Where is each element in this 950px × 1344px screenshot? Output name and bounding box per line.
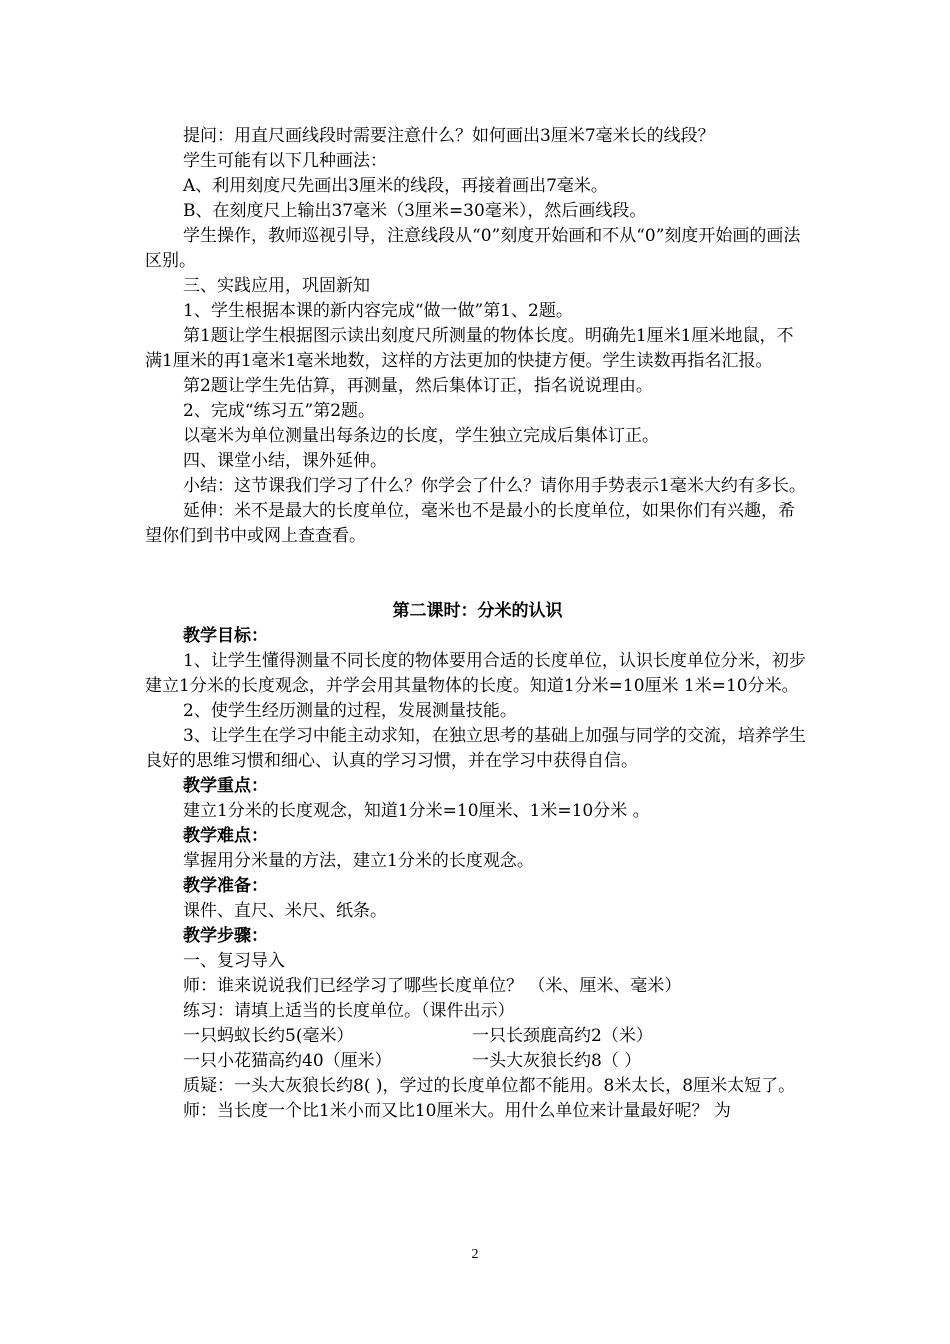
- steps-heading: 教学步骤：: [183, 926, 268, 946]
- key-heading: 教学重点：: [183, 776, 268, 796]
- exercise-right: 一只长颈鹿高约2（米）: [472, 1026, 653, 1046]
- teacher-text: 师：当长度一个比1米小而又比10厘米大。用什么单位来计量最好呢？ 为: [183, 1101, 731, 1121]
- paragraph: 学生操作，教师巡视引导，注意线段从“0”刻度开始画和不从“0”刻度开始画的画法区别。: [145, 226, 801, 271]
- document-body: [145, 124, 810, 1124]
- goal-item: 2、使学生经历测量的过程，发展测量技能。: [183, 701, 517, 721]
- paragraph: 2、完成“练习五”第2题。: [183, 401, 376, 421]
- section-heading: 四、课堂小结，课外延伸。: [183, 451, 387, 471]
- paragraph: 延伸：米不是最大的长度单位，毫米也不是最小的长度单位，如果你们有兴趣，希望你们到书中或网上查查看。: [145, 501, 795, 546]
- exercise-right: 一头大灰狼长约8（ ）: [472, 1051, 642, 1071]
- goal-heading: 教学目标：: [183, 626, 268, 646]
- page-number: 2: [471, 1247, 479, 1262]
- paragraph: 学生可能有以下几种画法：: [183, 151, 387, 171]
- spacer: [145, 549, 810, 599]
- exercise-left: 一只蚂蚁长约5(毫米）: [183, 1026, 354, 1046]
- step-item: 一、复习导入: [183, 951, 285, 971]
- key-text: 建立1分米的长度观念，知道1分米=10厘米、1米=10分米 。: [183, 801, 650, 821]
- goal-item: 3、让学生在学习中能主动求知，在独立思考的基础上加强与同学的交流，培养学生良好的思维习惯和细心、认真的学习习惯，并在学习中获得自信。: [145, 726, 806, 771]
- section-heading: 三、实践应用，巩固新知: [183, 276, 370, 296]
- difficulty-text: 掌握用分米量的方法，建立1分米的长度观念。: [183, 851, 534, 871]
- goal-item: 1、让学生懂得测量不同长度的物体要用合适的长度单位，认识长度单位分米，初步建立1分米的长度观念，并学会用其量物体的长度。知道1分米=10厘米 1米=10分米。: [145, 651, 806, 696]
- paragraph: 提问：用直尺画线段时需要注意什么？如何画出3厘米7毫米长的线段？: [183, 126, 715, 146]
- prep-text: 课件、直尺、米尺、纸条。: [183, 901, 387, 921]
- question-text: 质疑：一头大灰狼长约8( )，学过的长度单位都不能用。8米太长，8厘米太短了。: [183, 1076, 796, 1096]
- step-item: 练习：请填上适当的长度单位。（课件出示）: [183, 1001, 515, 1021]
- exercise-left: 一只小花猫高约40（厘米）: [183, 1051, 392, 1071]
- exercise-row: [145, 1024, 810, 1049]
- step-item: 师：谁来说说我们已经学习了哪些长度单位？ （米、厘米、毫米）: [183, 976, 682, 996]
- paragraph: A、利用刻度尺先画出3厘米的线段，再接着画出7毫米。: [183, 176, 608, 196]
- paragraph: 1、学生根据本课的新内容完成“做一做”第1、2题。: [183, 301, 573, 321]
- paragraph: 第1题让学生根据图示读出刻度尺所测量的物体长度。明确先1厘米1厘米地鼠，不满1厘米的再1毫米1毫米地数，这样的方法更加的快捷方便。学生读数再指名汇报。: [145, 326, 794, 371]
- lesson-title: 第二课时：分米的认识: [392, 601, 563, 621]
- paragraph: 第2题让学生先估算，再测量，然后集体订正，指名说说理由。: [183, 376, 653, 396]
- exercise-row: [145, 1049, 810, 1074]
- difficulty-heading: 教学难点：: [183, 826, 268, 846]
- paragraph: 小结：这节课我们学习了什么？你学会了什么？请你用手势表示1毫米大约有多长。: [183, 476, 806, 496]
- prep-heading: 教学准备：: [183, 876, 268, 896]
- paragraph: B、在刻度尺上输出37毫米（3厘米=30毫米），然后画线段。: [183, 201, 647, 221]
- paragraph: 以毫米为单位测量出每条边的长度，学生独立完成后集体订正。: [183, 426, 659, 446]
